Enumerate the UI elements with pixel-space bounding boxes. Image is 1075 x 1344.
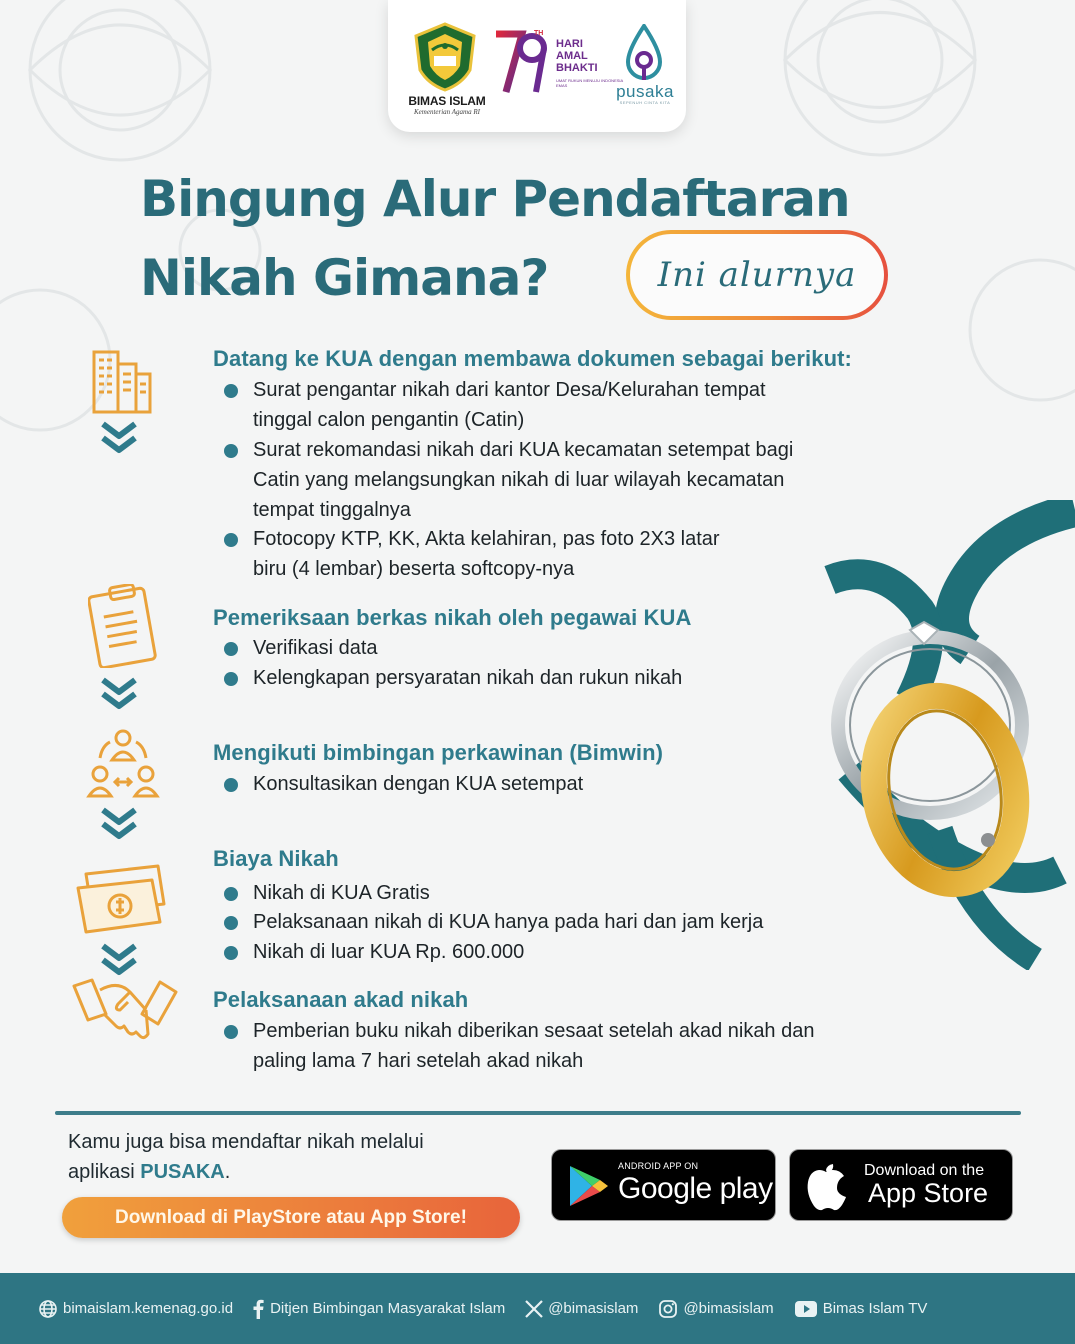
app-store-caption: Download on the bbox=[864, 1162, 985, 1179]
chevron-down-icon bbox=[100, 806, 138, 840]
header-logo-card bbox=[388, 0, 686, 132]
ini-alurnya-label: Ini alurnya bbox=[630, 234, 884, 316]
step-4-item-3: Nikah di luar KUA Rp. 600.000 bbox=[253, 941, 525, 963]
clipboard-icon bbox=[88, 584, 158, 668]
bullet-dot bbox=[224, 672, 238, 686]
bullet-dot bbox=[224, 444, 238, 458]
google-play-icon bbox=[566, 1164, 610, 1208]
bullet-dot bbox=[224, 946, 238, 960]
pusaka-subtitle: SEPENUH CINTA KITA bbox=[619, 100, 671, 105]
money-icon bbox=[72, 862, 172, 940]
google-play-caption: ANDROID APP ON bbox=[618, 1161, 699, 1171]
bullet-dot bbox=[224, 916, 238, 930]
google-play-label: Google play bbox=[618, 1172, 773, 1205]
kemenag-emblem-icon bbox=[412, 22, 478, 92]
page-title-line1: Bingung Alur Pendaftaran bbox=[140, 170, 850, 228]
bullet-dot bbox=[224, 1025, 238, 1039]
instagram-icon bbox=[658, 1299, 678, 1319]
hab-text: HARI AMAL BHAKTI bbox=[556, 38, 598, 74]
wedding-rings-ribbon-illustration bbox=[790, 500, 1075, 970]
cta-text: Kamu juga bisa mendaftar nikah melalui aplikasi PUSAKA. bbox=[68, 1131, 424, 1183]
bullet-dot bbox=[224, 384, 238, 398]
step-1-item-1: Surat pengantar nikah dari kantor Desa/Kelurahan tempat tinggal calon pengantin (Catin) bbox=[253, 379, 766, 431]
step-4-item-2: Pelaksanaan nikah di KUA hanya pada hari dan jam kerja bbox=[253, 911, 764, 933]
app-store-button[interactable] bbox=[789, 1149, 1013, 1221]
step-5-title: Pelaksanaan akad nikah bbox=[213, 987, 469, 1012]
pusaka-name: pusaka bbox=[616, 82, 674, 101]
facebook-icon bbox=[251, 1299, 265, 1319]
pusaka-app-name: PUSAKA bbox=[140, 1161, 225, 1183]
people-exchange-icon bbox=[86, 726, 160, 800]
kemenag-name: BIMAS ISLAM bbox=[408, 94, 486, 108]
step-1-title: Datang ke KUA dengan membawa dokumen sebagai berikut: bbox=[213, 346, 852, 371]
handshake-icon bbox=[70, 970, 180, 1046]
google-play-button[interactable] bbox=[551, 1149, 776, 1221]
hab-th: TH bbox=[534, 30, 544, 37]
step-2-item-1: Verifikasi data bbox=[253, 637, 378, 659]
hab-tagline: UMAT RUKUN MENUJU INDONESIA EMAS bbox=[556, 78, 623, 88]
step-2-item-2: Kelengkapan persyaratan nikah dan rukun nikah bbox=[253, 667, 683, 689]
section-divider bbox=[55, 1111, 1021, 1115]
apple-icon bbox=[804, 1162, 850, 1212]
step-5-item-1: Pemberian buku nikah diberikan sesaat setelah akad nikah dan paling lama 7 hari setelah akad nikah bbox=[253, 1020, 815, 1072]
step-4-item-1: Nikah di KUA Gratis bbox=[253, 882, 430, 904]
chevron-down-icon bbox=[100, 676, 138, 710]
ini-alurnya-badge bbox=[626, 230, 888, 320]
bullet-dot bbox=[224, 778, 238, 792]
step-1-item-3: Fotocopy KTP, KK, Akta kelahiran, pas foto 2X3 latar biru (4 lembar) beserta softcopy-nya bbox=[253, 528, 720, 580]
globe-icon bbox=[38, 1299, 58, 1319]
bullet-dot bbox=[224, 533, 238, 547]
step-1-item-2: Surat rekomandasi nikah dari KUA kecamatan setempat bagi Catin yang melangsungkan nikah di luar wilayah kecamatan tempat tinggalnya bbox=[253, 439, 794, 521]
app-store-label: App Store bbox=[868, 1178, 989, 1208]
step-2-title: Pemeriksaan berkas nikah oleh pegawai KUA bbox=[213, 605, 692, 630]
footer-website[interactable]: bimaislam.kemenag.go.id bbox=[38, 1299, 233, 1319]
footer-facebook[interactable]: Ditjen Bimbingan Masyarakat Islam bbox=[251, 1299, 505, 1319]
x-icon bbox=[525, 1300, 543, 1318]
footer-youtube[interactable]: Bimas Islam TV bbox=[794, 1300, 928, 1318]
step-3-title: Mengikuti bimbingan perkawinan (Bimwin) bbox=[213, 740, 664, 765]
chevron-down-icon bbox=[100, 420, 138, 454]
step-3-item-1: Konsultasikan dengan KUA setempat bbox=[253, 773, 584, 795]
step-4-title: Biaya Nikah bbox=[213, 846, 339, 871]
download-cta-button[interactable]: Download di PlayStore atau App Store! bbox=[62, 1197, 520, 1238]
kemenag-subtitle: Kementerian Agama RI bbox=[414, 108, 480, 116]
pusaka-drop-icon bbox=[624, 24, 664, 82]
building-icon bbox=[90, 344, 154, 416]
footer-instagram[interactable]: @bimasislam bbox=[658, 1299, 773, 1319]
bullet-dot bbox=[224, 887, 238, 901]
footer-x[interactable]: @bimasislam bbox=[525, 1300, 638, 1318]
footer-bar bbox=[0, 1273, 1075, 1344]
page-title-line2: Nikah Gimana? bbox=[140, 249, 549, 307]
bullet-dot bbox=[224, 642, 238, 656]
youtube-icon bbox=[794, 1300, 818, 1318]
